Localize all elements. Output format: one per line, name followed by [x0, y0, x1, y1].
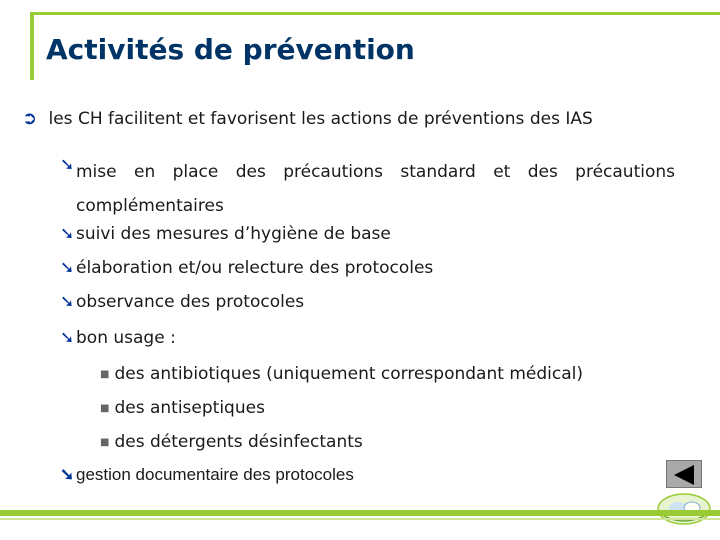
list-item — [60, 258, 433, 278]
word: place — [172, 162, 219, 182]
sub-item-text: des antibiotiques (uniquement correspondant médical) — [114, 364, 583, 384]
word: précautions — [283, 162, 384, 182]
sub-item — [100, 432, 363, 452]
sub-item-text: des antiseptiques — [114, 398, 265, 418]
curved-arrow-right-icon: ➘ — [60, 155, 75, 175]
bottom-accent-bar — [0, 510, 720, 516]
list-item-text: élaboration et/ou relecture des protocoles — [76, 258, 434, 278]
word: standard — [400, 162, 476, 182]
back-button[interactable] — [666, 460, 702, 488]
circled-arrow-right-icon: ➲ — [22, 108, 38, 129]
sub-item — [100, 398, 265, 418]
list-item-text: suivi des mesures d’hygiène de base — [76, 224, 391, 244]
list-item — [76, 155, 675, 223]
list-item-text: bon usage : — [76, 328, 176, 348]
curved-arrow-right-icon: ➘ — [60, 465, 75, 484]
word: précautions — [575, 162, 675, 182]
curved-arrow-right-icon: ➘ — [60, 258, 75, 278]
word: et — [493, 162, 511, 182]
slide-title: Activités de prévention — [46, 33, 415, 66]
title-frame-left-rule — [30, 12, 34, 80]
curved-arrow-right-icon: ➘ — [60, 328, 75, 348]
word: des — [235, 162, 266, 182]
organization-logo — [656, 492, 712, 526]
sub-item-text: des détergents désinfectants — [114, 432, 363, 452]
word: en — [133, 162, 156, 182]
list-item-text: observance des protocoles — [76, 292, 305, 312]
title-frame-top-rule — [30, 12, 720, 15]
list-item-text: gestion documentaire des protocoles — [76, 465, 354, 484]
list-item — [60, 224, 391, 244]
back-triangle-icon — [674, 465, 694, 485]
sub-item — [100, 364, 583, 384]
intro-line — [22, 108, 593, 129]
square-bullet-icon: ■ — [100, 368, 110, 380]
list-item — [60, 328, 176, 348]
square-bullet-icon: ■ — [100, 402, 110, 414]
list-item — [60, 292, 304, 312]
word: mise — [76, 162, 117, 182]
bottom-accent-line — [0, 518, 720, 520]
curved-arrow-right-icon: ➘ — [60, 292, 75, 312]
intro-text: les CH facilitent et favorisent les actions de préventions des IAS — [48, 109, 593, 129]
list-item — [60, 465, 354, 485]
square-bullet-icon: ■ — [100, 436, 110, 448]
word: des — [527, 162, 558, 182]
curved-arrow-right-icon: ➘ — [60, 224, 75, 244]
list-item-continuation: complémentaires — [76, 196, 224, 216]
